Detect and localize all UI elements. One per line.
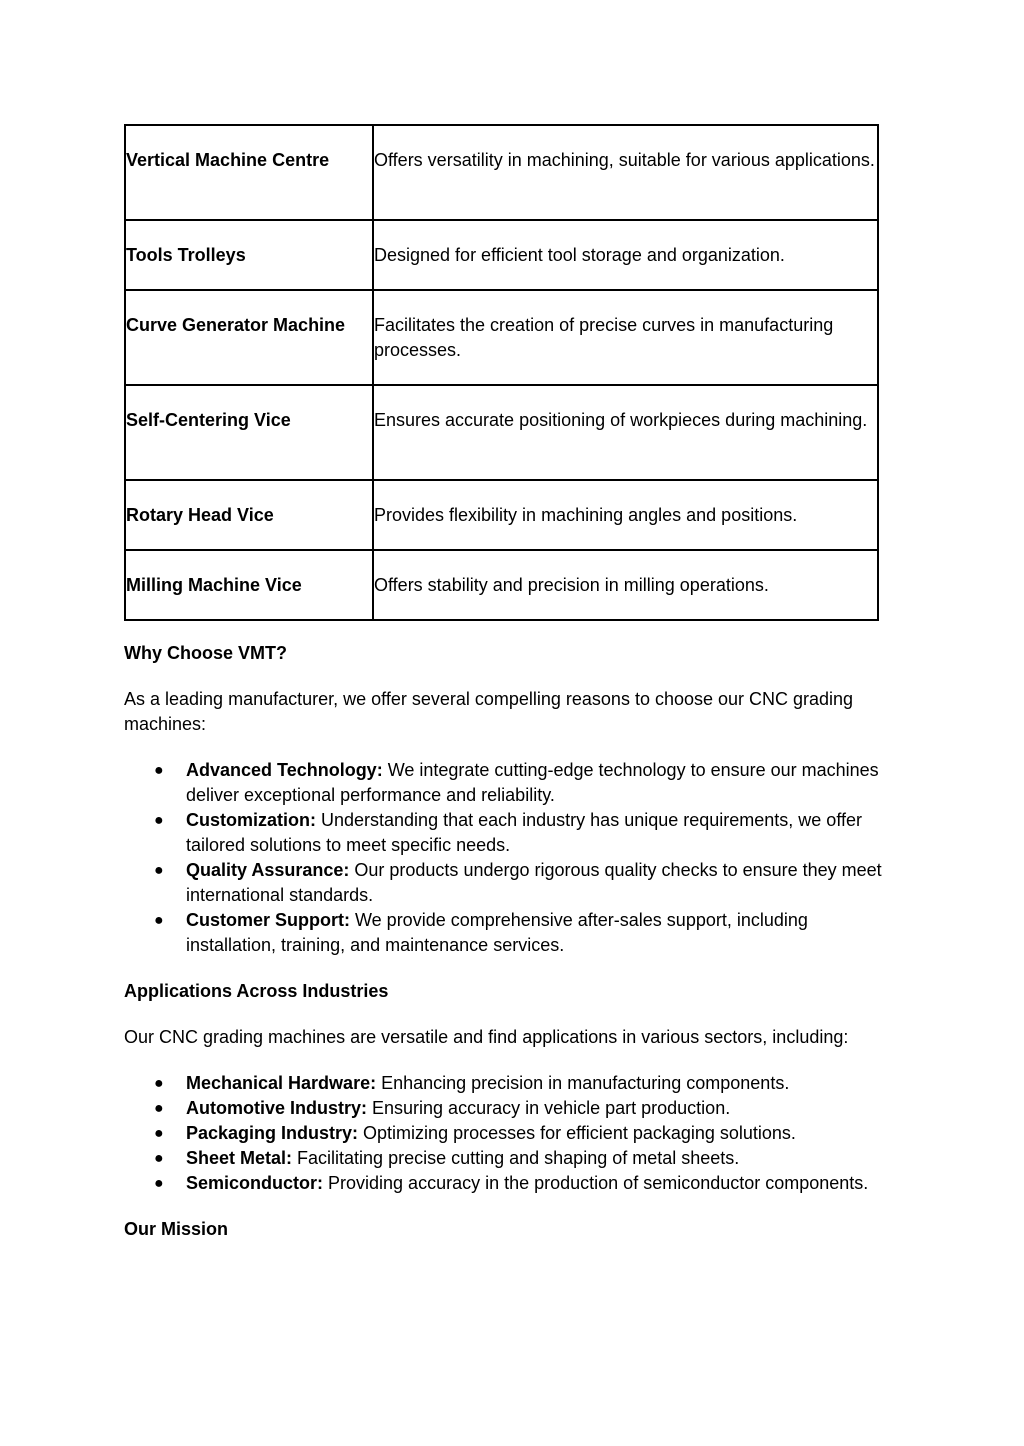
list-item bbox=[124, 858, 896, 908]
product-description: Facilitates the creation of precise curves in manufacturing processes. bbox=[373, 290, 878, 385]
document-page bbox=[124, 124, 896, 1242]
table-row bbox=[125, 220, 878, 290]
product-name: Milling Machine Vice bbox=[125, 550, 373, 620]
list-item-text: We provide comprehensive after-sales support, including installation, training, and maintenance services. bbox=[186, 910, 808, 955]
why-heading: Why Choose VMT? bbox=[124, 643, 287, 663]
product-name: Rotary Head Vice bbox=[125, 480, 373, 550]
why-intro: As a leading manufacturer, we offer several compelling reasons to choose our CNC grading machines: bbox=[124, 689, 854, 734]
list-item bbox=[124, 1121, 896, 1146]
applications-heading: Applications Across Industries bbox=[124, 981, 389, 1001]
list-item bbox=[124, 1071, 896, 1096]
list-item-term: Mechanical Hardware: bbox=[186, 1073, 377, 1093]
product-table bbox=[124, 124, 879, 621]
product-description: Designed for efficient tool storage and organization. bbox=[373, 220, 878, 290]
list-item bbox=[124, 758, 896, 808]
list-item-text: Understanding that each industry has unique requirements, we offer tailored solutions to meet specific needs. bbox=[186, 810, 862, 855]
table-row bbox=[125, 480, 878, 550]
why-list bbox=[124, 758, 896, 958]
list-item-term: Semiconductor: bbox=[186, 1173, 324, 1193]
list-item bbox=[124, 1171, 896, 1196]
product-name: Vertical Machine Centre bbox=[125, 125, 373, 220]
list-item-term: Customization: bbox=[186, 810, 316, 830]
product-name: Tools Trolleys bbox=[125, 220, 373, 290]
product-description: Offers versatility in machining, suitable for various applications. bbox=[373, 125, 878, 220]
table-row bbox=[125, 290, 878, 385]
table-row bbox=[125, 125, 878, 220]
list-item-term: Quality Assurance: bbox=[186, 860, 350, 880]
list-item-text: Our products undergo rigorous quality checks to ensure they meet international standards. bbox=[186, 860, 882, 905]
list-item-term: Sheet Metal: bbox=[186, 1148, 293, 1168]
product-name: Self-Centering Vice bbox=[125, 385, 373, 480]
list-item-term: Advanced Technology: bbox=[186, 760, 383, 780]
mission-heading: Our Mission bbox=[124, 1219, 229, 1239]
list-item bbox=[124, 1096, 896, 1121]
list-item-term: Automotive Industry: bbox=[186, 1098, 368, 1118]
product-description: Offers stability and precision in milling operations. bbox=[373, 550, 878, 620]
list-item-text: Facilitating precise cutting and shaping of metal sheets. bbox=[292, 1148, 740, 1168]
product-description: Ensures accurate positioning of workpieces during machining. bbox=[373, 385, 878, 480]
applications-intro: Our CNC grading machines are versatile and find applications in various sectors, including: bbox=[124, 1027, 849, 1047]
table-row bbox=[125, 550, 878, 620]
list-item-text: Ensuring accuracy in vehicle part production. bbox=[367, 1098, 731, 1118]
list-item-text: Enhancing precision in manufacturing components. bbox=[376, 1073, 790, 1093]
list-item-text: We integrate cutting-edge technology to ensure our machines deliver exceptional performance and reliability. bbox=[186, 760, 879, 805]
product-name: Curve Generator Machine bbox=[125, 290, 373, 385]
list-item bbox=[124, 908, 896, 958]
product-description: Provides flexibility in machining angles and positions. bbox=[373, 480, 878, 550]
table-row bbox=[125, 385, 878, 480]
list-item bbox=[124, 1146, 896, 1171]
list-item bbox=[124, 808, 896, 858]
list-item-term: Packaging Industry: bbox=[186, 1123, 359, 1143]
list-item-text: Providing accuracy in the production of semiconductor components. bbox=[323, 1173, 869, 1193]
list-item-term: Customer Support: bbox=[186, 910, 350, 930]
list-item-text: Optimizing processes for efficient packaging solutions. bbox=[358, 1123, 796, 1143]
applications-list bbox=[124, 1071, 896, 1196]
